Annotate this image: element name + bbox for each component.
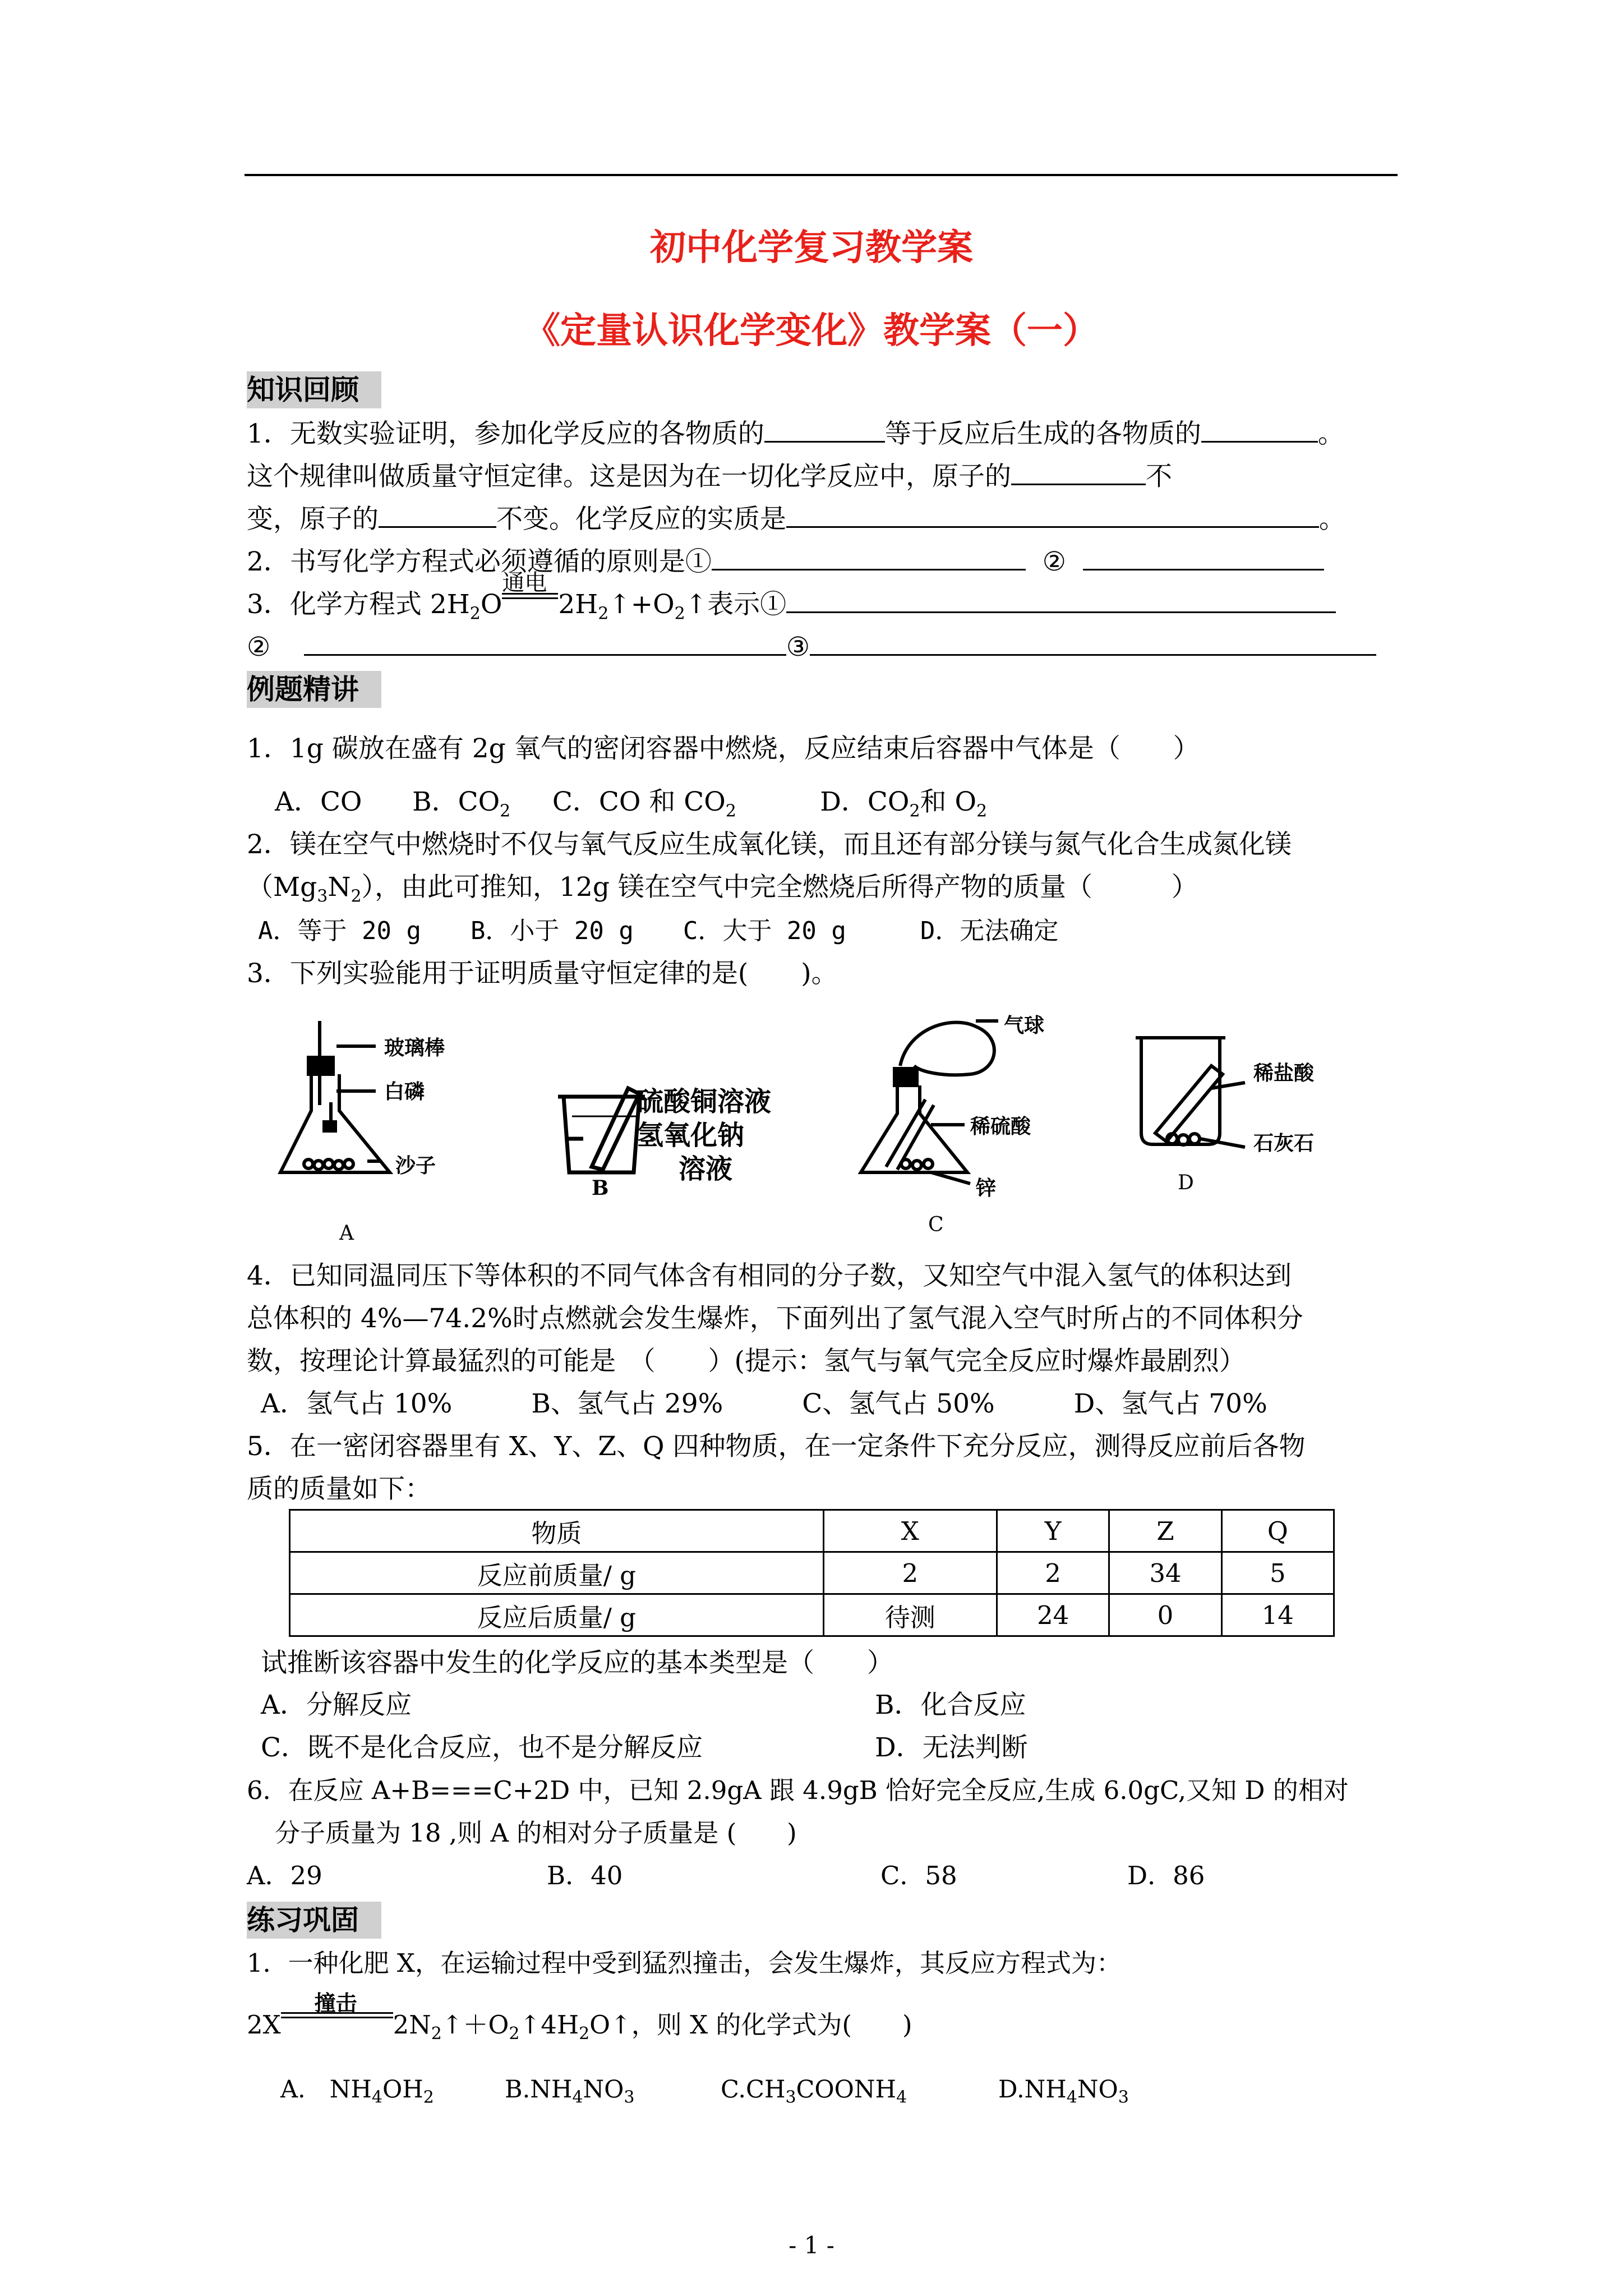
question-5-line-3: 试推断该容器中发生的化学反应的基本类型是（ ） bbox=[261, 1648, 893, 1678]
practice-1-option-b: $B.NH_4NO_3$ bbox=[505, 2076, 635, 2108]
review-line-6: ② ③ bbox=[247, 629, 1376, 664]
question-6-option-b: B．40 bbox=[547, 1861, 623, 1890]
question-6-line-1: 6．在反应 A+B===C+2D 中，已知 2.9gA 跟 4.9gB 恰好完全反应,生成 6.0gC,又知 D 的相对 bbox=[247, 1775, 1349, 1805]
section-heading-review: 知识回顾 bbox=[247, 371, 381, 408]
practice-1: 1．一种化肥 X，在运输过程中受到猛烈撞击，会发生爆炸，其反应方程式为： bbox=[247, 1948, 1122, 1978]
practice-1-equation: 2X 撞击 $2N_2↑+O_2↑4H_2O↑$，则 X 的化学式为( ) bbox=[247, 1991, 912, 2044]
apparatus-a bbox=[280, 1021, 390, 1172]
table-row: 反应前质量/ g 2 2 34 5 bbox=[290, 1552, 1334, 1594]
question-5-line-2: 质的质量如下： bbox=[247, 1474, 431, 1504]
question-2-options: A．等于 20 g B．小于 20 g C．大于 20 g D．无法确定 bbox=[258, 917, 1059, 945]
page-title: 初中化学复习教学案 bbox=[650, 227, 973, 269]
question-4-line-3: 数，按理论计算最猛烈的可能是 （ ）(提示：氢气与氧气完全反应时爆炸最剧烈） bbox=[247, 1346, 1246, 1377]
section-heading-examples: 例题精讲 bbox=[247, 671, 381, 708]
question-3: 3．下列实验能用于证明质量守恒定律的是( )。 bbox=[247, 958, 838, 989]
question-1: 1．1g 碳放在盛有 2g 氧气的密闭容器中燃烧，反应结束后容器中气体是（ ） bbox=[247, 733, 1200, 764]
question-4-line-1: 4．已知同温同压下等体积的不同气体含有相同的分子数，又知空气中混入氢气的体积达到 bbox=[247, 1260, 1292, 1291]
header-rule bbox=[245, 174, 1398, 176]
impact-condition: 撞击 bbox=[281, 2011, 393, 2033]
label-balloon: 气球 bbox=[1004, 1014, 1045, 1037]
label-sodium-hydroxide: 氢氧化钠 bbox=[637, 1120, 745, 1151]
label-sand: 沙子 bbox=[395, 1154, 436, 1177]
label-zinc: 锌 bbox=[976, 1177, 997, 1200]
label-d: D bbox=[1178, 1171, 1194, 1194]
label-a: A bbox=[339, 1222, 354, 1245]
practice-1-option-a: A. $NH_4OH_2$ bbox=[280, 2076, 434, 2108]
question-4-options: A．氢气占 10% B、氢气占 29% C、氢气占 50% D、氢气占 70% bbox=[261, 1388, 1267, 1419]
question-2-line-1: 2．镁在空气中燃烧时不仅与氧气反应生成氧化镁，而且还有部分镁与氮气化合生成氮化镁 bbox=[247, 829, 1292, 860]
question-5-option-d: D．无法判断 bbox=[875, 1732, 1028, 1763]
page-subtitle: 《定量认识化学变化》教学案（一） bbox=[524, 310, 1099, 352]
label-b: B bbox=[592, 1176, 609, 1200]
page-number: - 1 - bbox=[789, 2231, 834, 2259]
question-2-line-2: $(Mg_3N_2)$，由此可推知，12g 镁在空气中完全燃烧后所得产物的质量（ ） bbox=[247, 872, 1198, 907]
reaction-condition: 通电 bbox=[502, 591, 558, 613]
table-row: 反应后质量/ g 待测 24 0 14 bbox=[290, 1594, 1334, 1636]
practice-1-option-c: $C.CH_3COONH_4$ bbox=[721, 2076, 907, 2108]
label-c: C bbox=[928, 1213, 944, 1236]
question-5-option-b: B．化合反应 bbox=[875, 1690, 1026, 1720]
review-line-5: 3．化学方程式 $2H_2O$ 通电 $2H_2↑+O_2↑$表示① bbox=[247, 587, 1336, 631]
mass-table bbox=[289, 1509, 1335, 1637]
question-5-option-c: C．既不是化合反应，也不是分解反应 bbox=[261, 1732, 703, 1763]
question-6-option-a: A．29 bbox=[247, 1861, 322, 1890]
apparatus-d bbox=[1136, 1038, 1245, 1147]
question-5-line-1: 5．在一密闭容器里有 X、Y、Z、Q 四种物质，在一定条件下充分反应，测得反应前后各物 bbox=[247, 1431, 1306, 1462]
question-1-options: A．CO B．$CO_2$ C．CO 和 $CO_2$ D．$CO_2$和 $O_2$ bbox=[275, 786, 988, 821]
label-copper-sulfate: 硫酸铜溶液 bbox=[637, 1086, 772, 1117]
question-4-line-2: 总体积的 4%—74.2%时点燃就会发生爆炸，下面列出了氢气混入空气时所占的不同体积分 bbox=[247, 1303, 1303, 1334]
apparatus-c bbox=[861, 1021, 998, 1184]
label-limestone: 石灰石 bbox=[1253, 1132, 1315, 1155]
label-white-phosphorus: 白磷 bbox=[384, 1080, 425, 1103]
apparatus-figure bbox=[247, 1004, 1413, 1245]
apparatus-b bbox=[558, 1088, 645, 1172]
label-solution: 溶液 bbox=[679, 1153, 733, 1185]
review-line-3: 变，原子的 不变。化学反应的实质是 。 bbox=[247, 501, 1345, 536]
review-line-2: 这个规律叫做质量守恒定律。这是因为在一切化学反应中，原子的 不 bbox=[247, 459, 1172, 494]
review-line-4: 2．书写化学方程式必须遵循的原则是① ② bbox=[247, 544, 1324, 579]
practice-1-option-d: $D.NH_4NO_3$ bbox=[998, 2076, 1129, 2108]
question-5-option-a: A．分解反应 bbox=[261, 1690, 412, 1720]
section-heading-practice: 练习巩固 bbox=[247, 1902, 381, 1939]
question-6-option-c: C．58 bbox=[880, 1861, 957, 1890]
review-line-1: 1．无数实验证明，参加化学反应的各物质的 等于反应后生成的各物质的 。 bbox=[247, 416, 1344, 451]
label-dilute-hydrochloric-acid: 稀盐酸 bbox=[1253, 1062, 1315, 1085]
table-header-row: 物质 X Y Z Q bbox=[290, 1510, 1334, 1552]
question-6-option-d: D．86 bbox=[1127, 1861, 1205, 1890]
question-6-line-2: 分子质量为 18 ,则 A 的相对分子质量是 ( ) bbox=[275, 1818, 797, 1848]
label-glass-rod: 玻璃棒 bbox=[384, 1037, 445, 1060]
label-dilute-sulfuric-acid: 稀硫酸 bbox=[970, 1115, 1031, 1138]
